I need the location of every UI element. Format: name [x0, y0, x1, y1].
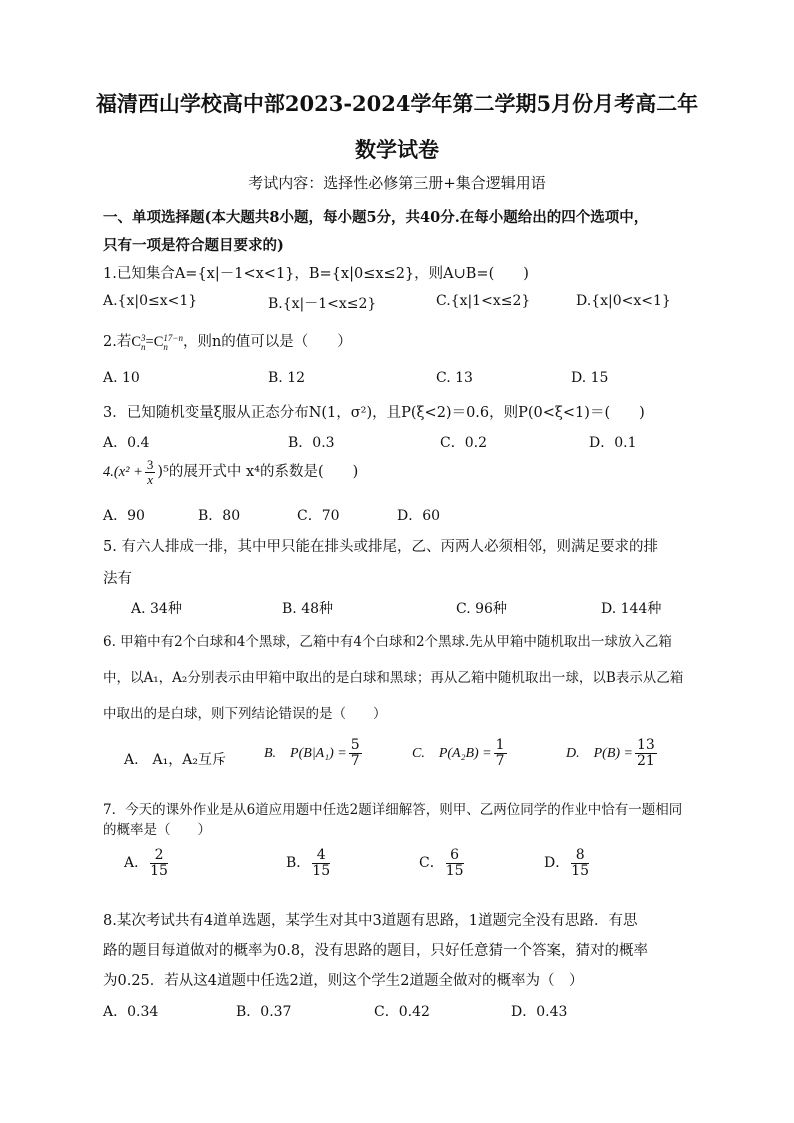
question-4-option-d: D．60 — [397, 508, 441, 524]
question-4-stem — [103, 458, 358, 486]
page-title-line2: 数学试卷 — [355, 137, 439, 162]
question-4-prefix: 4.(x² + — [103, 464, 143, 481]
page-title: 福清西山学校高中部2023-2024学年第二学期5月份月考高二年 — [95, 91, 699, 116]
question-2-option-d: D. 15 — [571, 370, 609, 386]
question-5-option-d: D. 144种 — [601, 601, 662, 617]
question-5-stem: 5. 有六人排成一排，其中甲只能在排头或排尾，乙、丙两人必须相邻，则满足要求的排 — [103, 539, 658, 555]
question-7-option-d: D． $\frac{8}{15}$ — [544, 847, 590, 879]
question-1-option-a: A.{x|0≤x<1} — [103, 293, 198, 309]
question-4-option-c: C．70 — [297, 508, 340, 524]
question-3-option-a: A．0.4 — [103, 435, 150, 451]
question-2-option-c: C. 13 — [436, 370, 473, 386]
question-8-option-b: B．0.37 — [236, 1004, 292, 1020]
fraction: $\frac{13}{21}$ — [637, 737, 655, 769]
question-2-option-a: A. 10 — [103, 370, 140, 386]
question-4-option-b: B．80 — [198, 508, 241, 524]
question-1-stem: 1.已知集合A={x|－1<x<1}，B={x|0≤x≤2}，则A∪B=( ) — [103, 266, 529, 282]
question-7-option-c: C． $\frac{6}{15}$ — [419, 847, 464, 879]
question-6-option-d: D. P(B) = $\frac{13}{21}$ — [566, 737, 655, 769]
question-2-suffix: ，则n的值可以是（ ） — [182, 334, 352, 350]
fraction: $\frac{6}{15}$ — [445, 847, 464, 879]
question-5-stem-cont: 法有 — [103, 571, 132, 587]
question-3-option-b: B．0.3 — [288, 435, 335, 451]
question-6-option-a: A. A₁，A₂互斥 — [124, 752, 227, 768]
question-2-stem — [103, 330, 352, 352]
question-4-fraction: $\frac{3}{x}$ — [146, 457, 154, 487]
question-4-suffix: )⁵的展开式中 x⁴的系数是( ) — [157, 464, 359, 481]
question-6-stem-cont: 中，以A₁，A₂分别表示由甲箱中取出的是白球和黑球；再从乙箱中随机取出一球，以B表示从乙箱 — [103, 670, 684, 686]
question-8-stem-cont2: 为0.25．若从这4道题中任选2道，则这个学生2道题全做对的概率为（ ） — [103, 973, 584, 989]
combination-formula: C 3 n =C 17−n n — [131, 332, 183, 352]
question-7-stem: 7．今天的课外作业是从6道应用题中任选2题详细解答，则甲、乙两位同学的作业中恰有一题相同 — [103, 802, 683, 818]
fraction: $\frac{5}{7}$ — [350, 737, 360, 769]
question-2-prefix: 2.若 — [103, 334, 132, 350]
question-8-option-c: C．0.42 — [374, 1004, 430, 1020]
fraction: $\frac{8}{15}$ — [571, 847, 590, 879]
question-3-stem: 3．已知随机变量ξ服从正态分布N(1，σ²)，且P(ξ<2)＝0.6，则P(0<ξ<1)＝( ) — [103, 405, 645, 421]
question-1-option-d: D.{x|0<x<1} — [576, 293, 671, 309]
question-7-stem-cont: 的概率是（ ） — [103, 822, 211, 838]
question-6-stem: 6. 甲箱中有2个白球和4个黑球，乙箱中有4个白球和2个黑球.先从甲箱中随机取出一球放入乙箱 — [103, 634, 672, 650]
question-8-option-d: D．0.43 — [511, 1004, 568, 1020]
question-6-stem-cont2: 中取出的是白球，则下列结论错误的是（ ） — [103, 706, 387, 722]
question-7-option-a: A． $\frac{2}{15}$ — [124, 847, 168, 879]
question-3-option-c: C．0.2 — [440, 435, 487, 451]
question-6-option-c: C. P(A₂B) = $\frac{1}{7}$ — [412, 737, 505, 769]
question-5-option-a: A. 34种 — [131, 601, 182, 617]
fraction: $\frac{1}{7}$ — [495, 737, 505, 769]
section-heading: 一、单项选择题(本大题共8小题，每小题5分，共40分.在每小题给出的四个选项中， — [103, 209, 649, 226]
question-6-option-b: B. P(B|A₁) = $\frac{5}{7}$ — [264, 737, 360, 769]
fraction: $\frac{2}{15}$ — [150, 847, 168, 879]
question-1-option-c: C.{x|1<x≤2} — [436, 293, 531, 309]
exam-scope: 考试内容：选择性必修第三册+集合逻辑用语 — [248, 174, 546, 192]
question-3-option-d: D．0.1 — [589, 435, 637, 451]
question-2-option-b: B. 12 — [268, 370, 306, 386]
section-heading-cont: 只有一项是符合题目要求的) — [103, 237, 284, 254]
question-4-option-a: A．90 — [103, 508, 145, 524]
question-5-option-c: C. 96种 — [456, 601, 507, 617]
question-8-stem: 8.某次考试共有4道单选题，某学生对其中3道题有思路，1道题完全没有思路．有思 — [103, 913, 638, 929]
question-8-stem-cont: 路的题目每道做对的概率为0.8，没有思路的题目，只好任意猜一个答案，猜对的概率 — [103, 943, 649, 959]
question-5-option-b: B. 48种 — [282, 601, 334, 617]
question-1-option-b: B.{x|－1<x≤2} — [268, 296, 377, 312]
question-7-option-b: B． $\frac{4}{15}$ — [286, 847, 331, 879]
fraction: $\frac{4}{15}$ — [312, 847, 331, 879]
question-8-option-a: A．0.34 — [103, 1004, 159, 1020]
